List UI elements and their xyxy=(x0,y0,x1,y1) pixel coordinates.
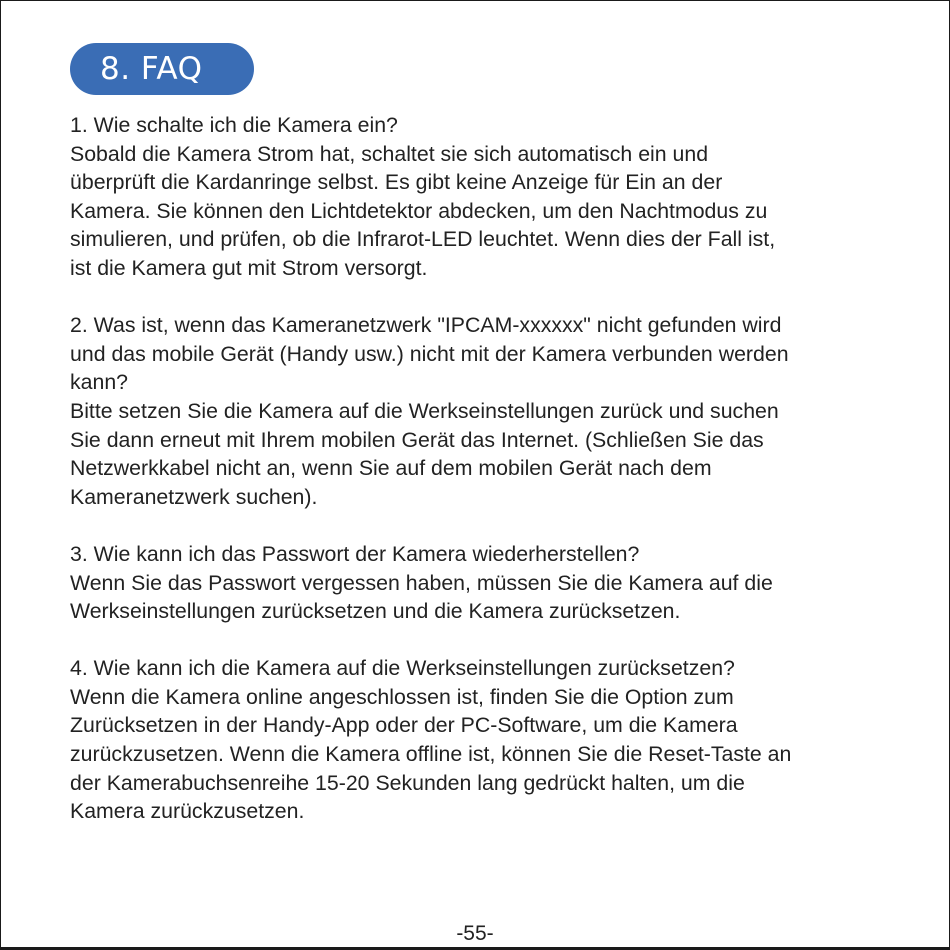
faq-answer-4-line-2: Zurücksetzen in der Handy-App oder der PC-Software, um die Kamera xyxy=(70,713,738,738)
faq-item-1 xyxy=(70,111,930,283)
faq-answer-2-line-3: Netzwerkkabel nicht an, wenn Sie auf dem mobilen Gerät nach dem xyxy=(70,456,712,481)
faq-question-2-line-3: kann? xyxy=(70,370,129,395)
faq-answer-1-line-2: überprüft die Kardanringe selbst. Es gibt keine Anzeige für Ein an der xyxy=(70,170,723,195)
faq-item-2 xyxy=(70,311,930,511)
faq-answer-1-line-3: Kamera. Sie können den Lichtdetektor abdecken, um den Nachtmodus zu xyxy=(70,198,768,223)
faq-question-3: 3. Wie kann ich das Passwort der Kamera wiederherstellen? xyxy=(70,541,640,566)
faq-answer-1-line-1: Sobald die Kamera Strom hat, schaltet sie sich automatisch ein und xyxy=(70,141,709,166)
faq-question-2-line-1: 2. Was ist, wenn das Kameranetzwerk "IPCAM-xxxxxx" nicht gefunden wird xyxy=(70,313,782,338)
faq-answer-4-line-5: Kamera zurückzusetzen. xyxy=(70,799,305,824)
faq-question-1: 1. Wie schalte ich die Kamera ein? xyxy=(70,113,398,137)
faq-answer-2-line-2: Sie dann erneut mit Ihrem mobilen Gerät das Internet. (Schließen Sie das xyxy=(70,427,764,452)
faq-answer-4-line-3: zurückzusetzen. Wenn die Kamera offline ist, können Sie die Reset-Taste an xyxy=(70,742,792,767)
faq-answer-2-line-4: Kameranetzwerk suchen). xyxy=(70,484,318,509)
faq-answer-1-line-4: simulieren, und prüfen, ob die Infrarot-LED leuchtet. Wenn dies der Fall ist, xyxy=(70,227,776,252)
faq-answer-4-line-1: Wenn die Kamera online angeschlossen ist, finden Sie die Option zum xyxy=(70,684,734,709)
faq-answer-3-line-2: Werkseinstellungen zurücksetzen und die Kamera zurücksetzen. xyxy=(70,599,681,624)
section-title-badge: 8. FAQ xyxy=(70,43,254,95)
faq-content xyxy=(70,111,930,854)
faq-answer-4-line-4: der Kamerabuchsenreihe 15-20 Sekunden lang gedrückt halten, um die xyxy=(70,770,745,795)
faq-question-2-line-2: und das mobile Gerät (Handy usw.) nicht mit der Kamera verbunden werden xyxy=(70,341,789,366)
page-number: -55- xyxy=(456,922,494,945)
faq-item-4 xyxy=(70,654,930,826)
faq-answer-2-line-1: Bitte setzen Sie die Kamera auf die Werkseinstellungen zurück und suchen xyxy=(70,398,779,423)
faq-item-3 xyxy=(70,540,930,626)
faq-answer-3-line-1: Wenn Sie das Passwort vergessen haben, müssen Sie die Kamera auf die xyxy=(70,570,773,595)
faq-answer-1-line-5: ist die Kamera gut mit Strom versorgt. xyxy=(70,255,428,280)
faq-question-4: 4. Wie kann ich die Kamera auf die Werkseinstellungen zurücksetzen? xyxy=(70,656,735,681)
